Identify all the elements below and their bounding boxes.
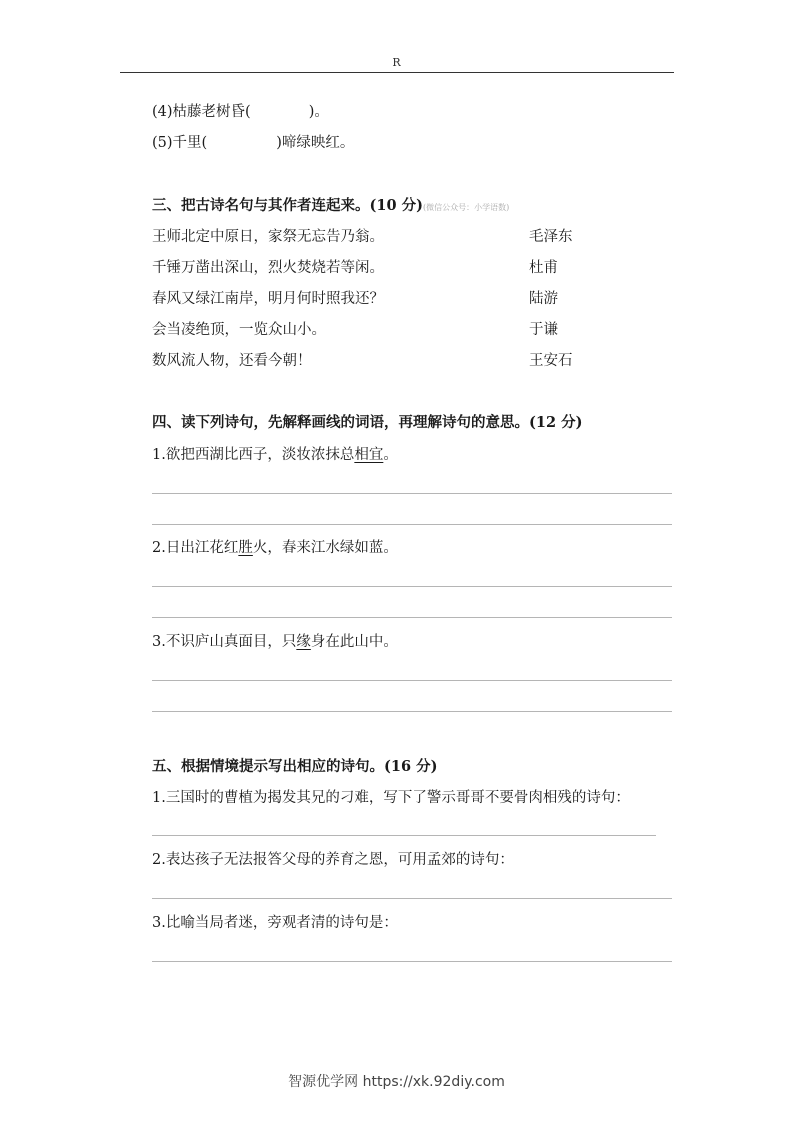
answer-line[interactable]: [152, 898, 672, 899]
s4-item-1: [152, 445, 398, 465]
poem-line-2: 千锤万凿出深山，烈火焚烧若等闲。: [152, 260, 384, 276]
answer-line[interactable]: [152, 493, 672, 494]
s4-item-2: [152, 538, 398, 558]
answer-line[interactable]: [152, 711, 672, 712]
poem-line-4: 会当凌绝顶，一览众山小。: [152, 322, 326, 338]
fill-item-4-before: (4)枯藤老树昏(: [152, 104, 251, 120]
author-3: 陆游: [529, 291, 558, 307]
s4-item-3: [152, 632, 398, 652]
s4-item-2-before: 2.日出江花红: [152, 540, 239, 556]
s5-item-3: 3.比喻当局者迷，旁观者清的诗句是：: [152, 915, 398, 931]
fill-item-5: [152, 133, 354, 153]
header-rule: [120, 72, 674, 73]
poem-line-1: 王师北定中原日，家祭无忘告乃翁。: [152, 229, 384, 245]
section3-title: [152, 196, 509, 218]
s5-item-1: 1.三国时的曹植为揭发其兄的刁难，写下了警示哥哥不要骨肉相残的诗句：: [152, 790, 630, 806]
section3-note: (微信公众号：小学语数): [422, 203, 510, 212]
s4-item-2-key: 胜: [238, 540, 253, 556]
answer-line[interactable]: [152, 680, 672, 681]
s4-item-1-before: 1.欲把西湖比西子，淡妆浓抹总: [152, 447, 355, 463]
section4-title: 四、读下列诗句，先解释画线的词语，再理解诗句的意思。(12 分): [152, 414, 583, 431]
fill-item-4-after: )。: [308, 104, 329, 120]
answer-line[interactable]: [152, 524, 672, 525]
poem-line-3: 春风又绿江南岸，明月何时照我还？: [152, 291, 384, 307]
answer-line[interactable]: [152, 961, 672, 962]
fill-item-5-before: (5)千里(: [152, 135, 208, 151]
s4-item-3-before: 3.不识庐山真面目，只: [152, 634, 297, 650]
fill-item-5-after: )啼绿映红。: [276, 135, 355, 151]
author-4: 于谦: [529, 322, 558, 338]
s4-item-3-after: 身在此山中。: [310, 634, 398, 650]
footer-watermark: 智源优学网 https://xk.92diy.com: [288, 1074, 505, 1090]
s5-item-2: 2.表达孩子无法报答父母的养育之恩，可用孟郊的诗句：: [152, 852, 514, 868]
poem-line-5: 数风流人物，还看今朝！: [152, 353, 312, 369]
header-mark: R: [392, 56, 401, 69]
s4-item-2-after: 火，春来江水绿如蓝。: [252, 540, 398, 556]
section3-title-text: 三、把古诗名句与其作者连起来。(10 分): [152, 197, 423, 214]
answer-line[interactable]: [152, 586, 672, 587]
section5-title: 五、根据情境提示写出相应的诗句。(16 分): [152, 758, 438, 775]
s4-item-1-after: 。: [383, 447, 398, 463]
s4-item-3-key: 缘: [296, 634, 311, 650]
s4-item-1-key: 相宜: [354, 447, 384, 463]
author-5: 王安石: [529, 353, 573, 369]
answer-line[interactable]: [152, 617, 672, 618]
fill-item-4: [152, 102, 329, 122]
author-2: 杜甫: [529, 260, 558, 276]
answer-line[interactable]: [152, 835, 656, 836]
author-1: 毛泽东: [529, 229, 573, 245]
